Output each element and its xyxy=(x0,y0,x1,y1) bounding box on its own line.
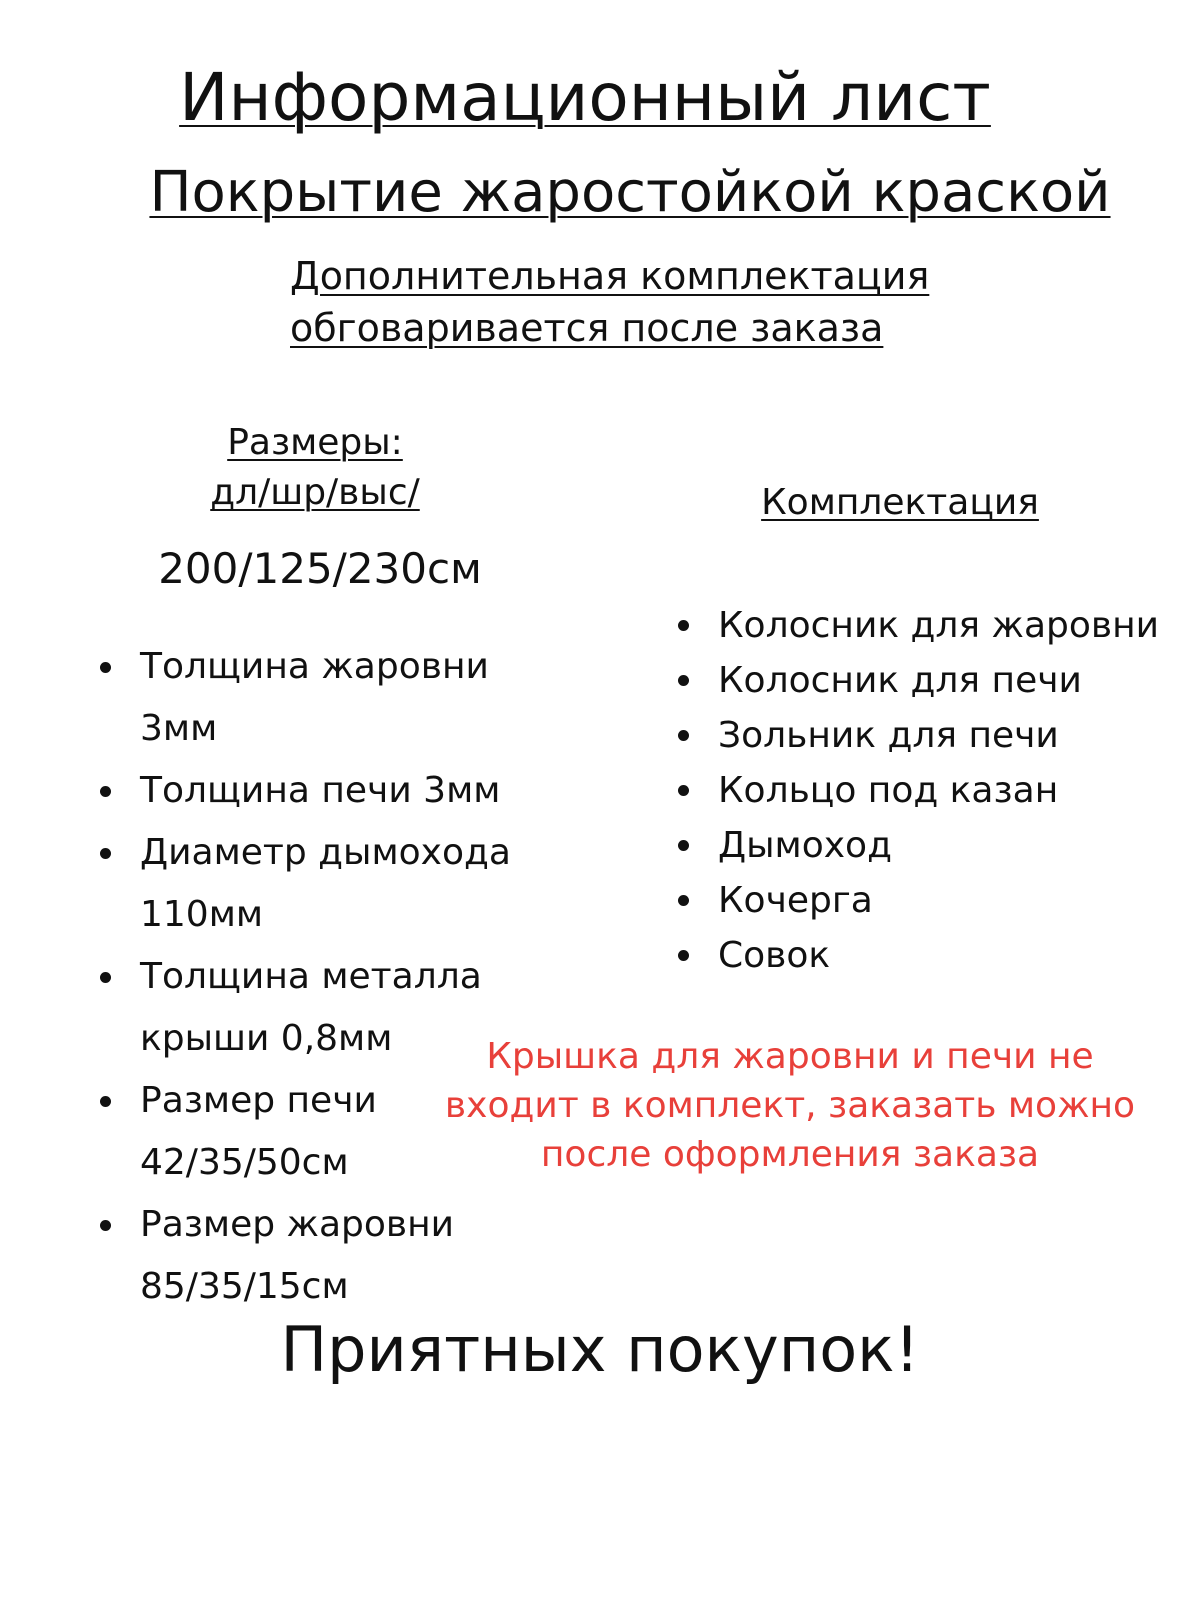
spec-item: Толщина печи 3мм xyxy=(100,760,560,822)
kit-item: Колосник для печи xyxy=(678,653,1198,708)
sizes-units xyxy=(140,470,490,516)
kit-item: Колосник для жаровни xyxy=(678,598,1198,653)
kit-title-text: Комплектация xyxy=(761,482,1039,523)
sizes-value: 200/125/230см xyxy=(158,544,482,593)
kit-title xyxy=(740,480,1060,526)
page-subtitle xyxy=(140,158,1120,228)
page-title-text: Информационный лист xyxy=(179,59,991,136)
spec-item: Диаметр дымохода 110мм xyxy=(100,822,560,946)
spec-item: Размер печи 42/35/50см xyxy=(100,1070,560,1194)
kit-item: Кочерга xyxy=(678,873,1198,928)
kit-item: Совок xyxy=(678,928,1198,983)
sizes-units-text: дл/шр/выс/ xyxy=(210,472,420,513)
lid-not-included-note: Крышка для жаровни и печи не входит в комплект, заказать можно после оформления заказа xyxy=(444,1036,1136,1175)
farewell-text: Приятных покупок! xyxy=(280,1313,920,1386)
additional-kit-note-text: Дополнительная комплектация обговаривается после заказа xyxy=(290,254,930,350)
sizes-label-text: Размеры: xyxy=(227,422,403,463)
kit-item: Зольник для печи xyxy=(678,708,1198,763)
spec-item: Размер жаровни 85/35/15см xyxy=(100,1194,560,1318)
kit-item: Дымоход xyxy=(678,818,1198,873)
page-subtitle-text: Покрытие жаростойкой краской xyxy=(149,160,1111,225)
page-title xyxy=(0,58,1170,138)
spec-item: Толщина жаровни 3мм xyxy=(100,636,560,760)
kit-list xyxy=(678,598,1198,983)
additional-kit-note xyxy=(290,250,990,354)
specs-list xyxy=(100,636,560,1318)
kit-item: Кольцо под казан xyxy=(678,763,1198,818)
spec-item: Толщина металла крыши 0,8мм xyxy=(100,946,560,1070)
sizes-label xyxy=(140,420,490,466)
